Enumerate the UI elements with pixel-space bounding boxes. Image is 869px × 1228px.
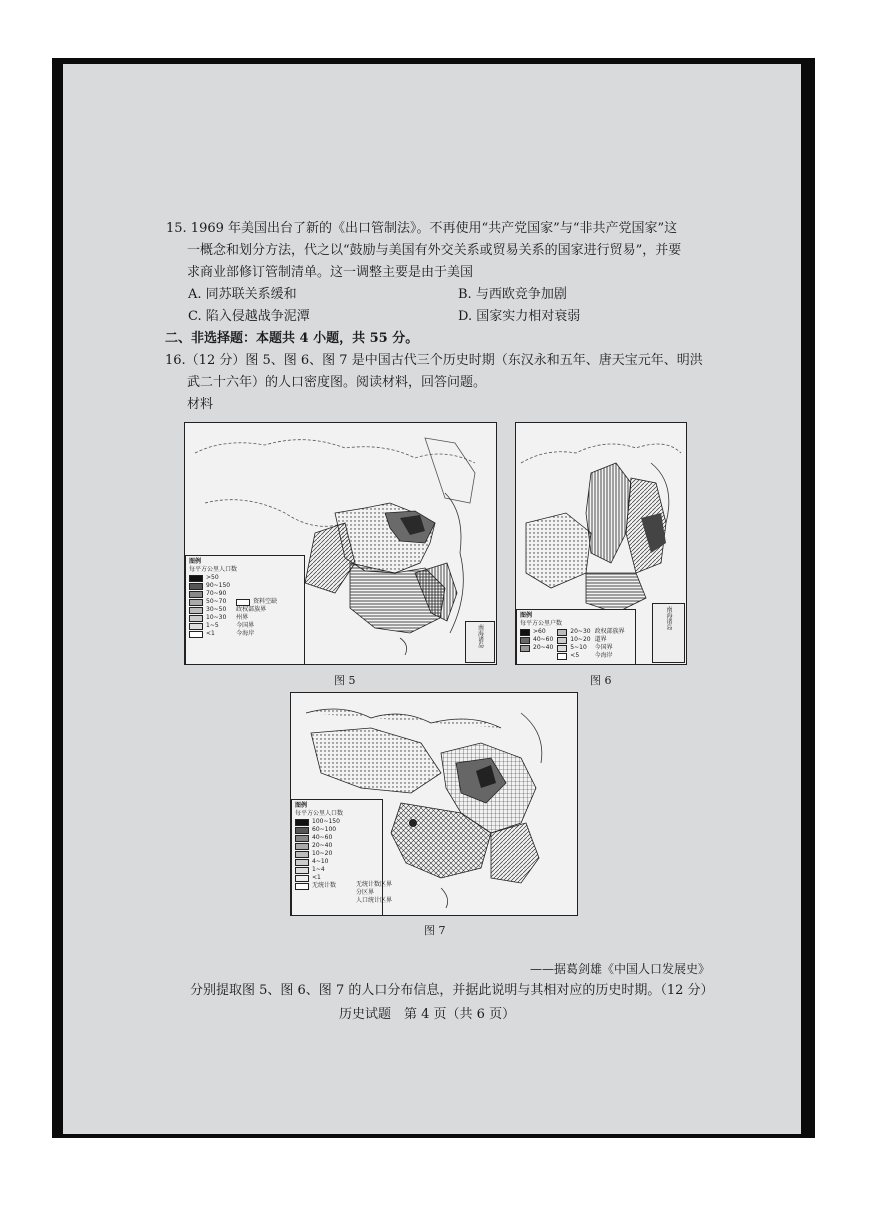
legend-item: 州界 bbox=[236, 614, 249, 621]
legend-item: 道界 bbox=[594, 636, 607, 643]
legend-item: 分区界 bbox=[356, 889, 375, 896]
figure-6-south-china-sea-inset bbox=[652, 603, 685, 663]
legend-item: 无统计数区界 bbox=[356, 881, 393, 888]
legend-item: 政权部族界 bbox=[236, 606, 267, 613]
section-heading: 二、非选择题：本题共 4 小题，共 55 分。 bbox=[165, 331, 419, 346]
q16-task: 分别提取图 5、图 6、图 7 的人口分布信息，并据此说明与其相对应的历史时期。（12 分） bbox=[190, 983, 714, 998]
legend-item: 20~40 bbox=[312, 842, 333, 849]
legend-item: 人口统计区界 bbox=[356, 897, 393, 904]
legend-item: 今海岸 bbox=[236, 630, 255, 637]
legend-item: 10~20 bbox=[312, 850, 333, 857]
legend-item: 10~30 bbox=[206, 614, 227, 621]
source-citation: ——据葛剑雄《中国人口发展史》 bbox=[530, 962, 711, 976]
legend-item: 20~30 bbox=[570, 628, 591, 635]
legend-item: 90~150 bbox=[206, 582, 231, 589]
figure-7-caption: 图 7 bbox=[424, 924, 446, 937]
legend-item: 今国界 bbox=[236, 622, 255, 629]
legend-item: 4~10 bbox=[312, 858, 329, 865]
legend-item: 40~60 bbox=[312, 834, 333, 841]
legend-item: 今国界 bbox=[594, 644, 613, 651]
figure-7-legend-title: 图例 bbox=[295, 802, 308, 809]
q15-line3: 求商业部修订管制清单。这一调整主要是由于美国 bbox=[187, 265, 474, 280]
legend-item: >60 bbox=[533, 628, 546, 635]
figure-6-legend-subtitle: 每平方公里户数 bbox=[520, 620, 563, 627]
legend-item: 20~40 bbox=[533, 644, 554, 651]
figure-6-caption: 图 6 bbox=[590, 674, 612, 687]
legend-item: 今海岸 bbox=[594, 652, 613, 659]
q15-line2: 一概念和划分方法，代之以“鼓励与美国有外交关系或贸易关系的国家进行贸易”，并要 bbox=[187, 243, 682, 258]
legend-item: >50 bbox=[206, 574, 219, 581]
legend-item: 30~50 bbox=[206, 606, 227, 613]
q15-option-b: B. 与西欧竞争加剧 bbox=[458, 287, 567, 302]
figure-5-map bbox=[184, 422, 497, 665]
q15-option-a: A. 同苏联关系缓和 bbox=[188, 287, 297, 302]
page-footer: 历史试题 第 4 页（共 6 页） bbox=[339, 1007, 516, 1022]
legend-item: 40~60 bbox=[533, 636, 554, 643]
figure-6-legend bbox=[516, 609, 636, 665]
figure-7-legend-subtitle: 每平方公里人口数 bbox=[295, 810, 344, 817]
legend-item: 1~5 bbox=[206, 622, 219, 629]
legend-item: 10~20 bbox=[570, 636, 591, 643]
legend-item: 无统计数 bbox=[312, 882, 337, 889]
q15-option-d: D. 国家实力相对衰弱 bbox=[458, 309, 581, 324]
q16-material-label: 材料 bbox=[187, 397, 214, 412]
legend-item: 5~10 bbox=[570, 644, 587, 651]
legend-item: 100~150 bbox=[312, 818, 340, 825]
figure-6-map bbox=[515, 422, 687, 665]
legend-item: 70~90 bbox=[206, 590, 227, 597]
figure-5-caption: 图 5 bbox=[334, 674, 356, 687]
figure-7-map bbox=[290, 692, 578, 916]
q15-line1: 15. 1969 年美国出台了新的《出口管制法》。不再使用“共产党国家”与“非共产党国家”这 bbox=[166, 221, 678, 236]
legend-item: 50~70 bbox=[206, 598, 227, 605]
legend-item: 资料空缺 bbox=[253, 598, 278, 605]
figure-5-legend bbox=[185, 555, 305, 665]
q16-line2: 武二十六年）的人口密度图。阅读材料，回答问题。 bbox=[187, 375, 487, 390]
legend-item: <5 bbox=[570, 652, 580, 659]
legend-item: 60~100 bbox=[312, 826, 337, 833]
legend-item: <1 bbox=[206, 630, 215, 637]
figure-6-legend-title: 图例 bbox=[520, 612, 533, 619]
figure-5-legend-title: 图例 bbox=[189, 558, 202, 565]
legend-item: 政权部族界 bbox=[594, 628, 625, 635]
inset-label: 南海诸岛 bbox=[665, 606, 672, 630]
inset-label: 南海诸岛 bbox=[476, 624, 484, 648]
legend-item: 1~4 bbox=[312, 866, 325, 873]
figure-7-boundary-legend bbox=[353, 879, 437, 913]
figure-5-legend-subtitle: 每平方公里人口数 bbox=[189, 566, 238, 573]
q16-line1: 16.（12 分）图 5、图 6、图 7 是中国古代三个历史时期（东汉永和五年、唐天宝元年、明洪 bbox=[165, 353, 703, 368]
legend-item: <1 bbox=[312, 874, 321, 881]
q15-option-c: C. 陷入侵越战争泥潭 bbox=[188, 309, 310, 324]
figure-5-south-china-sea-inset bbox=[465, 621, 495, 663]
